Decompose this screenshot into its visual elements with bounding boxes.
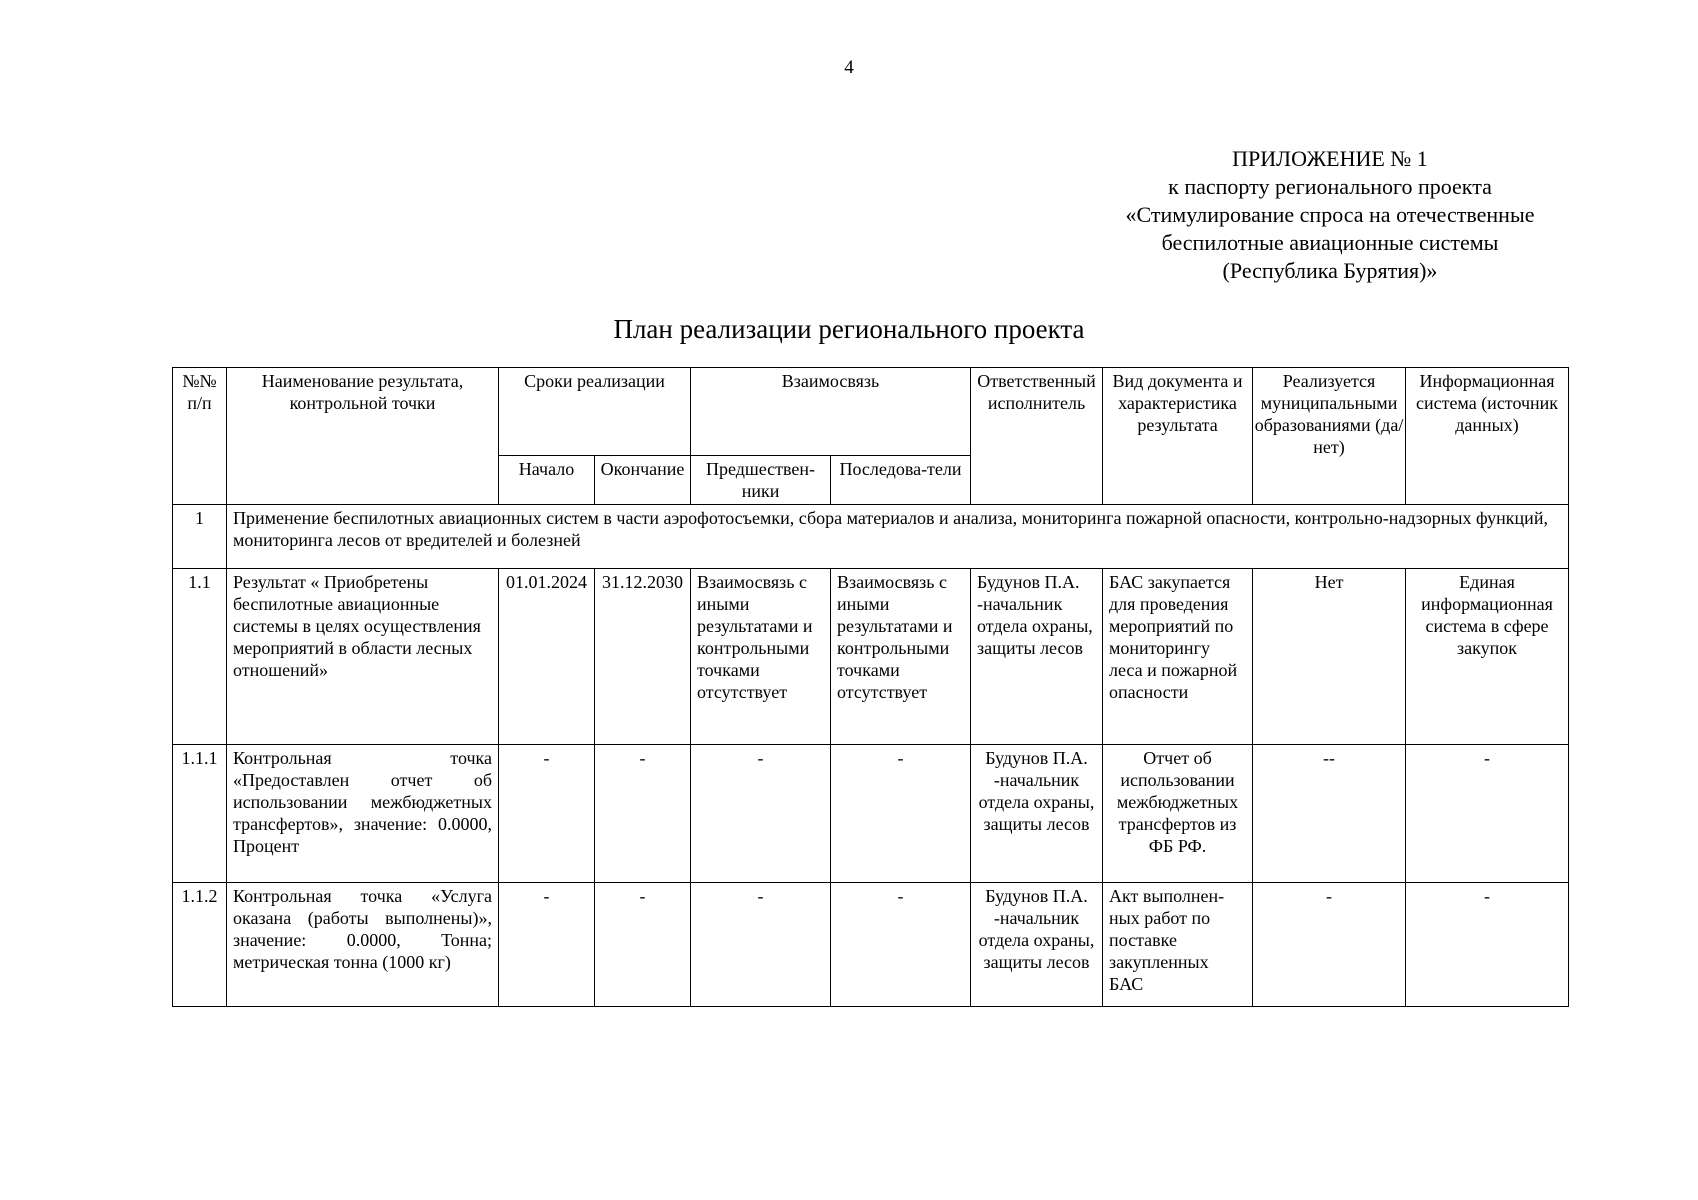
- row-successors: -: [831, 883, 971, 1007]
- header-name: Наименование результата, контрольной точки: [227, 368, 499, 505]
- row-successors: Взаимосвязь с иными результатами и контрольными точками отсутствует: [831, 569, 971, 745]
- section-row: [173, 505, 1569, 569]
- header-responsible: Ответственный исполнитель: [971, 368, 1103, 505]
- row-municipal: Нет: [1253, 569, 1406, 745]
- row-num: 1.1.2: [173, 883, 227, 1007]
- row-document: БАС закупается для проведения мероприятий по мониторингу леса и пожарной опасности: [1103, 569, 1253, 745]
- row-name: Контрольная точка «Услуга оказана (работы выполнены)», значение: 0.0000, Тонна; метрическая тонна (1000 кг): [227, 883, 499, 1007]
- row-municipal: -: [1253, 883, 1406, 1007]
- header-num: №№ п/п: [173, 368, 227, 505]
- row-info-system: -: [1406, 745, 1569, 883]
- row-info-system: -: [1406, 883, 1569, 1007]
- header-row-top: [173, 368, 1569, 456]
- row-responsible: Будунов П.А. -начальник отдела охраны, защиты лесов: [971, 745, 1103, 883]
- row-responsible: Будунов П.А. -начальник отдела охраны, защиты лесов: [971, 883, 1103, 1007]
- row-end: 31.12.2030: [595, 569, 691, 745]
- row-predecessors: -: [691, 883, 831, 1007]
- row-predecessors: Взаимосвязь с иными результатами и контрольными точками отсутствует: [691, 569, 831, 745]
- appendix-block: [1080, 145, 1580, 285]
- table-row: [173, 883, 1569, 1007]
- header-terms: Сроки реализации: [499, 368, 691, 456]
- header-municipal: Реализуется муниципальными образованиями (да/нет): [1253, 368, 1406, 505]
- header-document: Вид документа и характеристика результата: [1103, 368, 1253, 505]
- plan-table: [172, 367, 1569, 1007]
- appendix-line: (Республика Бурятия)»: [1222, 258, 1438, 283]
- table-row: [173, 745, 1569, 883]
- row-successors: -: [831, 745, 971, 883]
- row-document: Акт выполнен-ных работ по поставке закупленных БАС: [1103, 883, 1253, 1007]
- header-successors: Последова-тели: [831, 456, 971, 505]
- row-end: -: [595, 745, 691, 883]
- row-name: Результат « Приобретены беспилотные авиационные системы в целях осуществления мероприятий в области лесных отношений»: [227, 569, 499, 745]
- section-num: 1: [173, 505, 227, 569]
- page-number: 4: [844, 57, 854, 78]
- header-info-system: Информационная система (источник данных): [1406, 368, 1569, 505]
- row-municipal: --: [1253, 745, 1406, 883]
- header-start: Начало: [499, 456, 595, 505]
- row-name: Контрольная точка «Предоставлен отчет об использовании межбюджетных трансфертов», значение: 0.0000, Процент: [227, 745, 499, 883]
- appendix-line: беспилотные авиационные системы: [1161, 230, 1499, 255]
- table-row: [173, 569, 1569, 745]
- row-end: -: [595, 883, 691, 1007]
- row-num: 1.1: [173, 569, 227, 745]
- appendix-line: к паспорту регионального проекта: [1168, 174, 1492, 199]
- row-responsible: Будунов П.А. -начальник отдела охраны, защиты лесов: [971, 569, 1103, 745]
- header-links: Взаимосвязь: [691, 368, 971, 456]
- row-document: Отчет об использовании межбюджетных трансфертов из ФБ РФ.: [1103, 745, 1253, 883]
- appendix-title: ПРИЛОЖЕНИЕ № 1: [1232, 146, 1428, 171]
- header-end: Окончание: [595, 456, 691, 505]
- row-start: 01.01.2024: [499, 569, 595, 745]
- row-predecessors: -: [691, 745, 831, 883]
- appendix-line: «Стимулирование спроса на отечественные: [1125, 202, 1535, 227]
- row-start: -: [499, 883, 595, 1007]
- section-text: Применение беспилотных авиационных систем в части аэрофотосъемки, сбора материалов и анализа, мониторинга пожарной опасности, контрольно-надзорных функций, мониторинга лесов от вредителей и болезней: [227, 505, 1569, 569]
- plan-title: План реализации регионального проекта: [613, 314, 1085, 344]
- row-start: -: [499, 745, 595, 883]
- header-predecessors: Предшествен-ники: [691, 456, 831, 505]
- row-info-system: Единая информационная система в сфере закупок: [1406, 569, 1569, 745]
- row-num: 1.1.1: [173, 745, 227, 883]
